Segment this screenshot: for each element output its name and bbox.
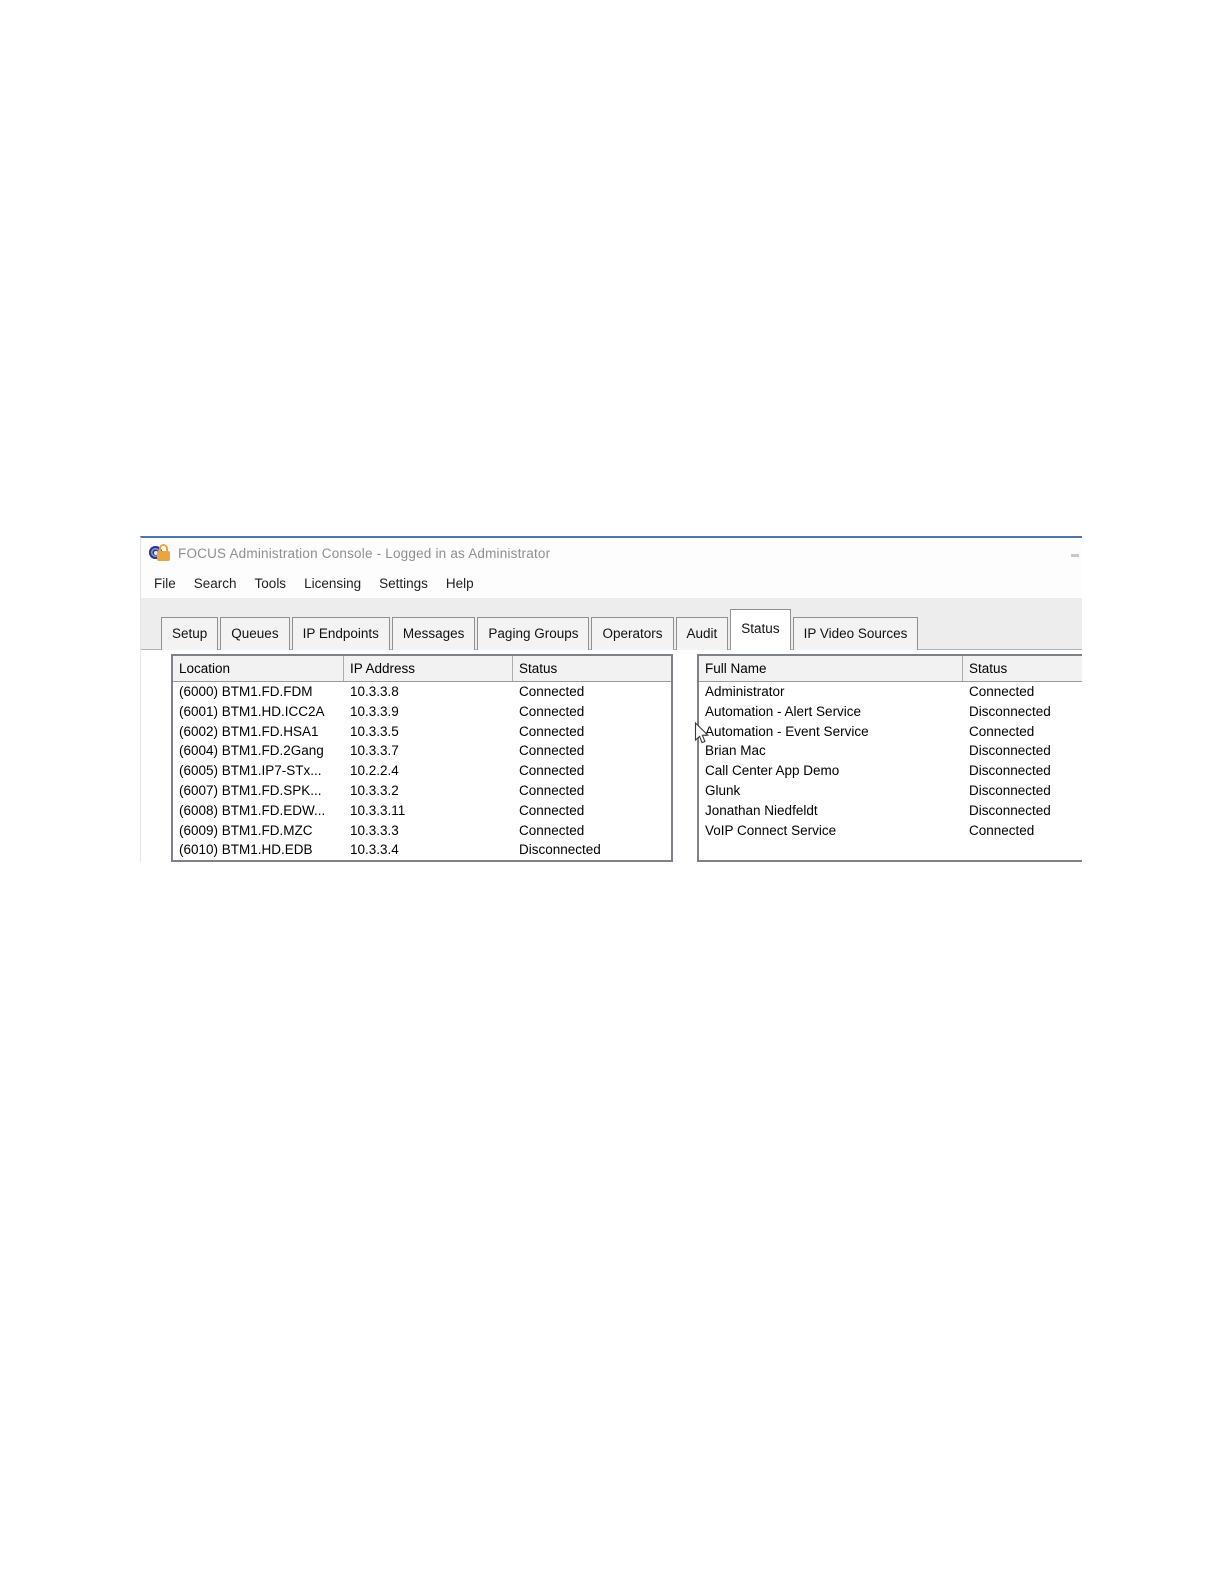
table-row[interactable] xyxy=(699,821,1082,841)
cell-location: (6000) BTM1.FD.FDM xyxy=(179,684,313,699)
minimize-button-fragment[interactable] xyxy=(1071,554,1079,557)
table-row[interactable] xyxy=(699,702,1082,722)
menu-item-licensing[interactable]: Licensing xyxy=(304,575,362,591)
table-row[interactable] xyxy=(699,722,1082,742)
cell-location: (6004) BTM1.FD.2Gang xyxy=(179,743,324,759)
tab-setup[interactable]: Setup xyxy=(161,617,218,650)
cell-ip: 10.3.3.2 xyxy=(350,782,399,798)
menu-item-file[interactable]: File xyxy=(154,575,176,591)
table-row[interactable] xyxy=(173,682,671,702)
focus-admin-console-window xyxy=(140,536,1082,862)
endpoints-table xyxy=(171,654,673,862)
cell-location: (6010) BTM1.HD.EDB xyxy=(179,842,313,858)
cell-full-name: Call Center App Demo xyxy=(705,763,840,779)
table-row[interactable] xyxy=(173,781,671,801)
cell-status: Connected xyxy=(519,802,585,818)
cell-location: (6002) BTM1.FD.HSA1 xyxy=(179,723,319,739)
column-header-status[interactable]: Status xyxy=(519,661,558,676)
window-title: FOCUS Administration Console - Logged in as Administrator xyxy=(178,545,551,561)
table-row[interactable] xyxy=(699,682,1082,702)
cell-status: Disconnected xyxy=(969,743,1051,759)
cell-status: Connected xyxy=(519,743,585,759)
cell-location: (6007) BTM1.FD.SPK... xyxy=(179,782,322,798)
operators-table xyxy=(697,654,1082,862)
focus-app-icon xyxy=(149,544,171,562)
column-header-location[interactable]: Location xyxy=(173,656,344,681)
cell-ip: 10.3.3.4 xyxy=(350,842,399,858)
table-row[interactable] xyxy=(173,821,671,841)
table-row[interactable] xyxy=(699,741,1082,761)
cell-status: Connected xyxy=(519,782,585,798)
cell-status: Disconnected xyxy=(519,842,601,858)
cell-full-name: Automation - Alert Service xyxy=(705,703,862,719)
table-row[interactable] xyxy=(699,781,1082,801)
table-row[interactable] xyxy=(173,702,671,722)
table-row[interactable] xyxy=(699,761,1082,781)
cell-status: Connected xyxy=(969,684,1035,699)
cell-status: Connected xyxy=(969,723,1035,739)
column-header-full-name[interactable]: Full Name xyxy=(699,656,963,681)
cell-ip: 10.3.3.3 xyxy=(350,822,399,838)
cell-ip: 10.3.3.5 xyxy=(350,723,399,739)
menu-item-settings[interactable]: Settings xyxy=(379,575,428,591)
cell-full-name: Administrator xyxy=(705,684,785,699)
cell-location: (6008) BTM1.FD.EDW... xyxy=(179,802,326,818)
cell-ip: 10.3.3.9 xyxy=(350,703,399,719)
cell-ip: 10.3.3.8 xyxy=(350,684,399,699)
table-row[interactable] xyxy=(173,741,671,761)
cell-ip: 10.3.3.11 xyxy=(350,802,406,818)
table-row[interactable] xyxy=(173,761,671,781)
endpoints-table-header xyxy=(173,656,671,682)
table-row[interactable] xyxy=(173,801,671,821)
cell-status: Connected xyxy=(969,822,1035,838)
cell-location: (6005) BTM1.IP7-STx... xyxy=(179,763,322,779)
operators-table-header xyxy=(699,656,1082,682)
tab-queues[interactable]: Queues xyxy=(220,617,289,650)
cell-full-name: Brian Mac xyxy=(705,743,766,759)
cell-status: Disconnected xyxy=(969,763,1051,779)
cell-status: Connected xyxy=(519,703,585,719)
cell-full-name: Automation - Event Service xyxy=(705,723,869,739)
table-row[interactable] xyxy=(699,801,1082,821)
cell-status: Connected xyxy=(519,822,585,838)
tab-ip-endpoints[interactable]: IP Endpoints xyxy=(292,617,390,650)
status-tab-page xyxy=(141,650,1082,862)
tab-operators[interactable]: Operators xyxy=(591,617,673,650)
tab-status[interactable]: Status xyxy=(730,609,790,650)
cell-location: (6001) BTM1.HD.ICC2A xyxy=(179,703,325,719)
tab-audit[interactable]: Audit xyxy=(676,617,729,650)
cell-status: Disconnected xyxy=(969,703,1051,719)
table-row[interactable] xyxy=(173,840,671,860)
cell-ip: 10.3.3.7 xyxy=(350,743,399,759)
cell-status: Connected xyxy=(519,723,585,739)
cell-full-name: Jonathan Niedfeldt xyxy=(705,802,818,818)
cell-full-name: VoIP Connect Service xyxy=(705,822,837,838)
cell-ip: 10.2.2.4 xyxy=(350,763,399,779)
cell-status: Connected xyxy=(519,763,585,779)
cell-status: Connected xyxy=(519,684,585,699)
menu-item-tools[interactable]: Tools xyxy=(254,575,287,591)
tab-ip-video-sources[interactable]: IP Video Sources xyxy=(793,617,919,650)
tabs-row xyxy=(161,609,920,650)
table-row[interactable] xyxy=(173,722,671,742)
menu-item-help[interactable]: Help xyxy=(445,575,474,591)
tabstrip xyxy=(141,598,1082,650)
column-header-status[interactable]: Status xyxy=(969,661,1008,676)
cell-status: Disconnected xyxy=(969,802,1051,818)
menu-item-search[interactable]: Search xyxy=(193,575,237,591)
column-header-ip-address[interactable]: IP Address xyxy=(344,656,513,681)
tab-paging-groups[interactable]: Paging Groups xyxy=(477,617,589,650)
mouse-cursor xyxy=(694,722,710,746)
titlebar xyxy=(141,538,1082,568)
cell-location: (6009) BTM1.FD.MZC xyxy=(179,822,313,838)
padlock-icon xyxy=(157,551,170,561)
cell-status: Disconnected xyxy=(969,782,1051,798)
tab-messages[interactable]: Messages xyxy=(392,617,476,650)
cell-full-name: Glunk xyxy=(705,782,741,798)
menubar xyxy=(141,568,1082,598)
